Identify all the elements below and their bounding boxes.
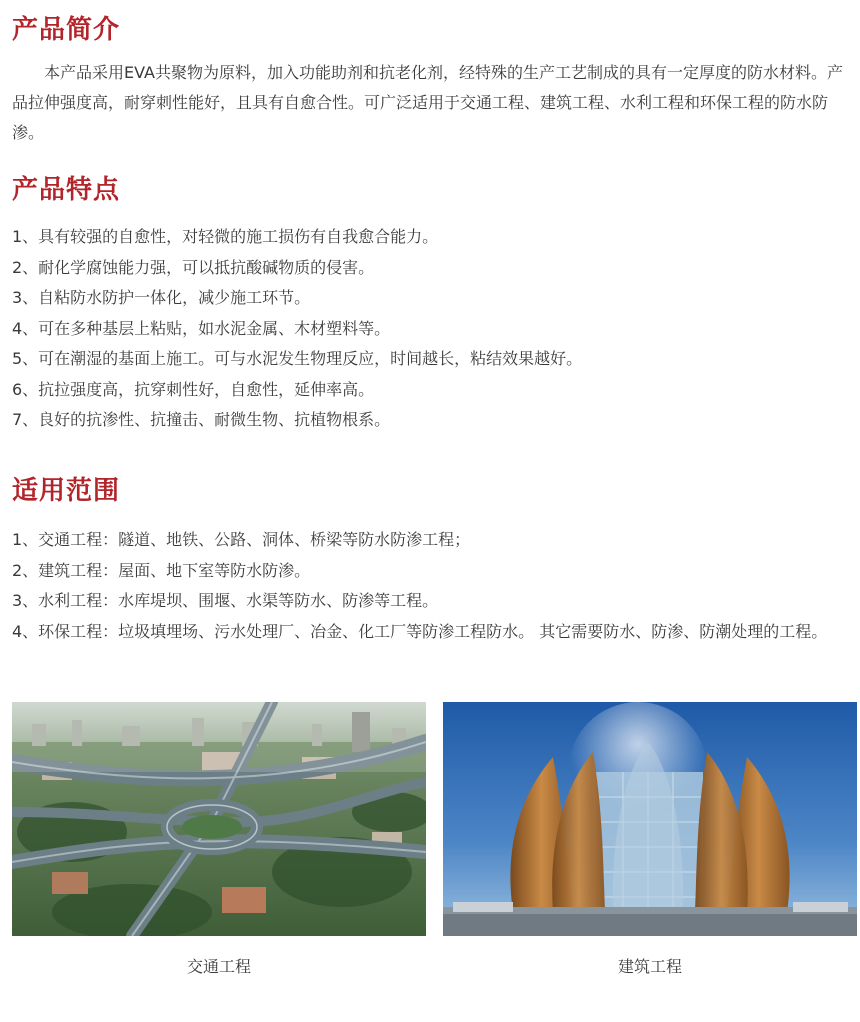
building-engineering-photo (443, 702, 857, 936)
feature-item: 5、可在潮湿的基面上施工。可与水泥发生物理反应，时间越长，粘结效果越好。 (12, 349, 583, 368)
scope-item: 1、交通工程：隧道、地铁、公路、洞体、桥梁等防水防渗工程； (12, 530, 471, 549)
feature-item: 2、耐化学腐蚀能力强，可以抵抗酸碱物质的侵害。 (12, 257, 375, 277)
features-heading: 产品特点 (12, 175, 121, 205)
scope-item: 2、建筑工程：屋面、地下室等防水防渗。 (12, 560, 311, 580)
scope-list (12, 525, 854, 647)
feature-item: 1、具有较强的自愈性，对轻微的施工损伤有自我愈合能力。 (12, 227, 439, 246)
feature-item: 4、可在多种基层上粘贴，如水泥金属、木材塑料等。 (12, 318, 391, 338)
building-engineering-caption: 建筑工程 (617, 957, 682, 976)
intro-heading: 产品简介 (12, 15, 121, 45)
intro-paragraph: 本产品采用EVA共聚物为原料，加入功能助剂和抗老化剂，经特殊的生产工艺制成的具有一定厚度的防水材料。产品拉伸强度高，耐穿刺性能好，且具有自愈合性。可广泛适用于交通工程、建筑工程、水利工程和环保工程的防水防渗。 (12, 63, 843, 142)
traffic-engineering-caption: 交通工程 (186, 957, 251, 976)
scope-item: 3、水利工程：水库堤坝、围堰、水渠等防水、防渗等工程。 (12, 591, 439, 610)
feature-item: 6、抗拉强度高，抗穿刺性好，自愈性，延伸率高。 (12, 379, 375, 399)
feature-item: 3、自粘防水防护一体化，减少施工环节。 (12, 288, 311, 307)
feature-item: 7、良好的抗渗性、抗撞击、耐微生物、抗植物根系。 (12, 410, 391, 429)
traffic-engineering-photo (12, 702, 426, 936)
scope-heading: 适用范围 (12, 476, 121, 506)
features-list (12, 222, 854, 436)
scope-item: 4、环保工程：垃圾填埋场、污水处理厂、冶金、化工厂等防渗工程防水。 其它需要防水、防渗、防潮处理的工程。 (12, 621, 828, 641)
